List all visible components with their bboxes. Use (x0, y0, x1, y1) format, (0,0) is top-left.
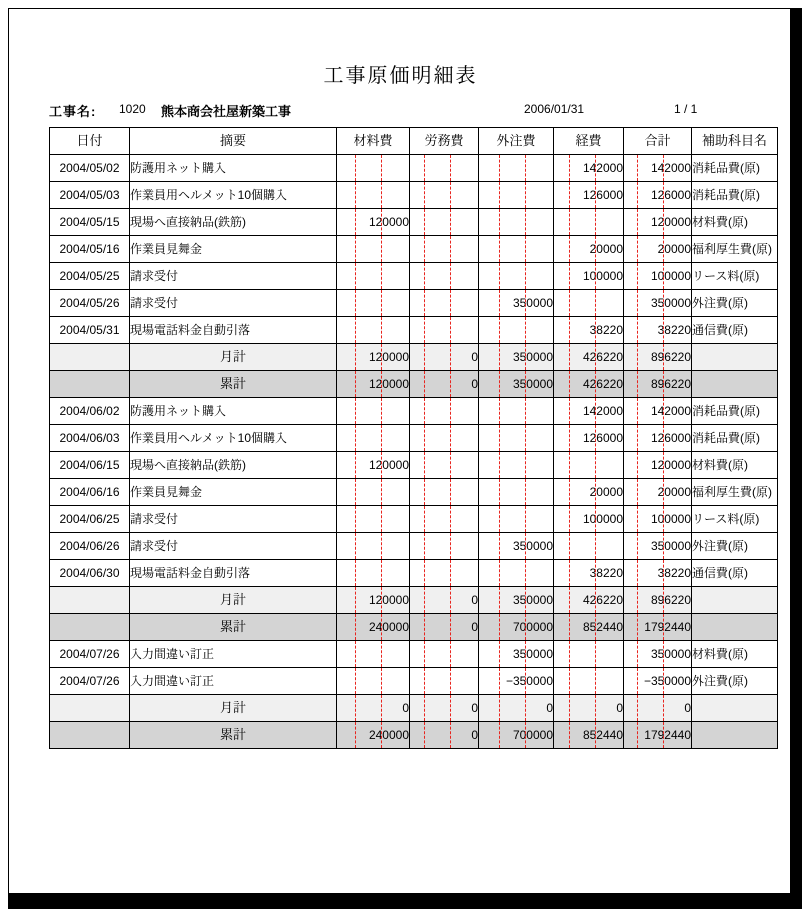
cell-date: 2004/05/02 (50, 155, 130, 182)
cell-labor: 0 (410, 344, 479, 371)
table-row (50, 209, 778, 236)
cell-material (337, 236, 410, 263)
cell-account: 消耗品費(原) (692, 425, 778, 452)
month-total-row (50, 344, 778, 371)
cell-labor (410, 506, 479, 533)
cell-description: 作業員用ヘルメット10個購入 (130, 425, 337, 452)
cell-account: 消耗品費(原) (692, 182, 778, 209)
cell-outsource (479, 506, 554, 533)
month-total-row (50, 695, 778, 722)
cell-total: 142000 (624, 155, 692, 182)
cell-outsource: 350000 (479, 641, 554, 668)
cell-expense: 126000 (554, 182, 624, 209)
cell-expense: 38220 (554, 560, 624, 587)
cell-expense (554, 290, 624, 317)
cell-date (50, 587, 130, 614)
cell-total: 1792440 (624, 722, 692, 749)
cell-account: 福利厚生費(原) (692, 479, 778, 506)
cell-expense: 426220 (554, 344, 624, 371)
cell-date: 2004/05/31 (50, 317, 130, 344)
cell-material: 120000 (337, 452, 410, 479)
cell-outsource (479, 398, 554, 425)
column-header-labor: 労務費 (410, 128, 479, 155)
cell-outsource: 350000 (479, 371, 554, 398)
cell-date: 2004/06/16 (50, 479, 130, 506)
cell-material: 120000 (337, 209, 410, 236)
cell-labor (410, 155, 479, 182)
cell-description: 防護用ネット購入 (130, 398, 337, 425)
column-header-desc: 摘要 (130, 128, 337, 155)
cell-labor (410, 560, 479, 587)
cell-date: 2004/07/26 (50, 668, 130, 695)
cell-labor: 0 (410, 722, 479, 749)
cell-expense: 852440 (554, 614, 624, 641)
cost-table-container (49, 127, 777, 749)
cell-outsource (479, 236, 554, 263)
cell-labor (410, 263, 479, 290)
cell-total: 100000 (624, 506, 692, 533)
cell-total: 20000 (624, 236, 692, 263)
cell-date: 2004/05/25 (50, 263, 130, 290)
cell-total: 20000 (624, 479, 692, 506)
cell-account: リース料(原) (692, 506, 778, 533)
cell-expense: 100000 (554, 263, 624, 290)
cell-outsource: 350000 (479, 344, 554, 371)
cell-account: 材料費(原) (692, 641, 778, 668)
cell-outsource: 350000 (479, 290, 554, 317)
cell-outsource: 350000 (479, 533, 554, 560)
cell-total: −350000 (624, 668, 692, 695)
table-row (50, 236, 778, 263)
cell-total: 896220 (624, 344, 692, 371)
table-row (50, 641, 778, 668)
project-code: 1020 (119, 102, 146, 116)
cell-labor (410, 317, 479, 344)
cell-account (692, 344, 778, 371)
page-shadow-bottom (8, 894, 802, 909)
table-row (50, 506, 778, 533)
column-header-material: 材料費 (337, 128, 410, 155)
cell-expense: 142000 (554, 398, 624, 425)
column-header-expense: 経費 (554, 128, 624, 155)
cell-material (337, 155, 410, 182)
cell-material (337, 182, 410, 209)
cell-expense: 852440 (554, 722, 624, 749)
column-header-date: 日付 (50, 128, 130, 155)
cell-expense (554, 641, 624, 668)
cell-material (337, 533, 410, 560)
cell-account: 外注費(原) (692, 290, 778, 317)
cell-account: 通信費(原) (692, 317, 778, 344)
cell-material: 120000 (337, 344, 410, 371)
cell-expense (554, 452, 624, 479)
cell-description: 入力間違い訂正 (130, 668, 337, 695)
cell-material (337, 317, 410, 344)
cell-account: リース料(原) (692, 263, 778, 290)
cell-material (337, 290, 410, 317)
table-row (50, 317, 778, 344)
cell-date (50, 371, 130, 398)
column-header-account: 補助科目名 (692, 128, 778, 155)
cell-description: 請求受付 (130, 290, 337, 317)
cell-total: 126000 (624, 425, 692, 452)
cell-account: 材料費(原) (692, 452, 778, 479)
cell-expense: 426220 (554, 587, 624, 614)
cell-account (692, 695, 778, 722)
cell-date: 2004/05/15 (50, 209, 130, 236)
cell-account: 外注費(原) (692, 533, 778, 560)
cell-date: 2004/05/03 (50, 182, 130, 209)
cell-expense: 20000 (554, 479, 624, 506)
cell-material: 120000 (337, 371, 410, 398)
cell-outsource (479, 263, 554, 290)
cell-account: 材料費(原) (692, 209, 778, 236)
cell-expense: 20000 (554, 236, 624, 263)
cell-description: 作業員用ヘルメット10個購入 (130, 182, 337, 209)
cell-date: 2004/05/16 (50, 236, 130, 263)
cell-account: 通信費(原) (692, 560, 778, 587)
cell-labor (410, 209, 479, 236)
cell-account (692, 371, 778, 398)
cell-labor (410, 290, 479, 317)
cell-labor: 0 (410, 695, 479, 722)
cumulative-total-row (50, 722, 778, 749)
cell-total: 120000 (624, 209, 692, 236)
cell-expense (554, 209, 624, 236)
cell-outsource (479, 425, 554, 452)
cell-labor (410, 398, 479, 425)
cell-account: 消耗品費(原) (692, 155, 778, 182)
column-header-outsource: 外注費 (479, 128, 554, 155)
report-meta (9, 101, 791, 121)
cell-description: 現場電話料金自動引落 (130, 317, 337, 344)
cell-date (50, 722, 130, 749)
cell-total: 896220 (624, 371, 692, 398)
table-row (50, 452, 778, 479)
cell-material (337, 263, 410, 290)
cell-total: 1792440 (624, 614, 692, 641)
cell-material (337, 641, 410, 668)
cell-description: 月計 (130, 695, 337, 722)
cell-date: 2004/06/03 (50, 425, 130, 452)
cell-material: 240000 (337, 614, 410, 641)
cell-total: 142000 (624, 398, 692, 425)
cell-expense (554, 668, 624, 695)
cumulative-total-row (50, 614, 778, 641)
cell-account: 消耗品費(原) (692, 398, 778, 425)
cell-outsource (479, 209, 554, 236)
cell-description: 現場へ直接納品(鉄筋) (130, 452, 337, 479)
cell-labor (410, 182, 479, 209)
cell-outsource (479, 560, 554, 587)
cell-expense: 38220 (554, 317, 624, 344)
page-title: 工事原価明細表 (323, 65, 478, 87)
cell-material (337, 506, 410, 533)
report-date: 2006/01/31 (524, 102, 585, 116)
cell-total: 100000 (624, 263, 692, 290)
cell-description: 請求受付 (130, 506, 337, 533)
cell-description: 作業員見舞金 (130, 479, 337, 506)
cell-description: 作業員見舞金 (130, 236, 337, 263)
cell-labor (410, 452, 479, 479)
cell-description: 累計 (130, 722, 337, 749)
cell-date: 2004/07/26 (50, 641, 130, 668)
cell-description: 入力間違い訂正 (130, 641, 337, 668)
cell-description: 月計 (130, 587, 337, 614)
cost-detail-table (49, 127, 778, 749)
cell-date: 2004/06/26 (50, 533, 130, 560)
cell-description: 現場電話料金自動引落 (130, 560, 337, 587)
cell-account (692, 722, 778, 749)
cell-expense: 426220 (554, 371, 624, 398)
cell-description: 請求受付 (130, 533, 337, 560)
cell-material: 0 (337, 695, 410, 722)
cell-expense: 0 (554, 695, 624, 722)
cell-date: 2004/06/15 (50, 452, 130, 479)
month-total-row (50, 587, 778, 614)
cell-labor: 0 (410, 614, 479, 641)
cell-outsource: −350000 (479, 668, 554, 695)
cell-outsource (479, 182, 554, 209)
cell-total: 0 (624, 695, 692, 722)
cell-date: 2004/06/30 (50, 560, 130, 587)
cell-account: 外注費(原) (692, 668, 778, 695)
cell-outsource: 0 (479, 695, 554, 722)
cell-expense (554, 533, 624, 560)
table-row (50, 560, 778, 587)
cell-account: 福利厚生費(原) (692, 236, 778, 263)
cell-date: 2004/06/02 (50, 398, 130, 425)
cell-description: 防護用ネット購入 (130, 155, 337, 182)
cell-labor: 0 (410, 587, 479, 614)
cell-total: 38220 (624, 560, 692, 587)
table-body (50, 155, 778, 749)
cell-material (337, 398, 410, 425)
cell-total: 350000 (624, 290, 692, 317)
cell-description: 請求受付 (130, 263, 337, 290)
table-row (50, 668, 778, 695)
table-row (50, 533, 778, 560)
cell-outsource (479, 317, 554, 344)
cell-material (337, 425, 410, 452)
cell-total: 126000 (624, 182, 692, 209)
project-name: 熊本商会社屋新築工事 (161, 104, 292, 119)
cell-description: 現場へ直接納品(鉄筋) (130, 209, 337, 236)
cell-material (337, 668, 410, 695)
table-header-row (50, 128, 778, 155)
cell-description: 累計 (130, 371, 337, 398)
cell-material: 240000 (337, 722, 410, 749)
cell-labor (410, 236, 479, 263)
page-number: 1 / 1 (674, 102, 698, 116)
cell-total: 350000 (624, 641, 692, 668)
table-row (50, 263, 778, 290)
cell-date (50, 614, 130, 641)
cell-account (692, 614, 778, 641)
page-shadow-right (791, 8, 802, 909)
cell-date (50, 344, 130, 371)
cell-date: 2004/06/25 (50, 506, 130, 533)
cell-outsource (479, 452, 554, 479)
cell-expense: 100000 (554, 506, 624, 533)
cell-labor (410, 479, 479, 506)
cell-total: 120000 (624, 452, 692, 479)
cell-labor (410, 641, 479, 668)
table-row (50, 290, 778, 317)
cell-outsource: 700000 (479, 722, 554, 749)
cell-material (337, 479, 410, 506)
cell-total: 350000 (624, 533, 692, 560)
cell-material (337, 560, 410, 587)
cell-labor (410, 668, 479, 695)
cell-labor (410, 425, 479, 452)
cell-date (50, 695, 130, 722)
cell-outsource (479, 479, 554, 506)
table-row (50, 398, 778, 425)
cell-expense: 142000 (554, 155, 624, 182)
table-row (50, 182, 778, 209)
cell-expense: 126000 (554, 425, 624, 452)
cell-description: 累計 (130, 614, 337, 641)
cell-outsource (479, 155, 554, 182)
column-header-total: 合計 (624, 128, 692, 155)
cell-date: 2004/05/26 (50, 290, 130, 317)
table-row (50, 155, 778, 182)
table-row (50, 425, 778, 452)
project-label: 工事名: (49, 104, 97, 119)
cell-material: 120000 (337, 587, 410, 614)
cell-labor: 0 (410, 371, 479, 398)
table-row (50, 479, 778, 506)
cell-outsource: 700000 (479, 614, 554, 641)
cell-account (692, 587, 778, 614)
cell-description: 月計 (130, 344, 337, 371)
cell-total: 896220 (624, 587, 692, 614)
cumulative-total-row (50, 371, 778, 398)
cell-outsource: 350000 (479, 587, 554, 614)
report-page (8, 8, 791, 894)
cell-total: 38220 (624, 317, 692, 344)
cell-labor (410, 533, 479, 560)
